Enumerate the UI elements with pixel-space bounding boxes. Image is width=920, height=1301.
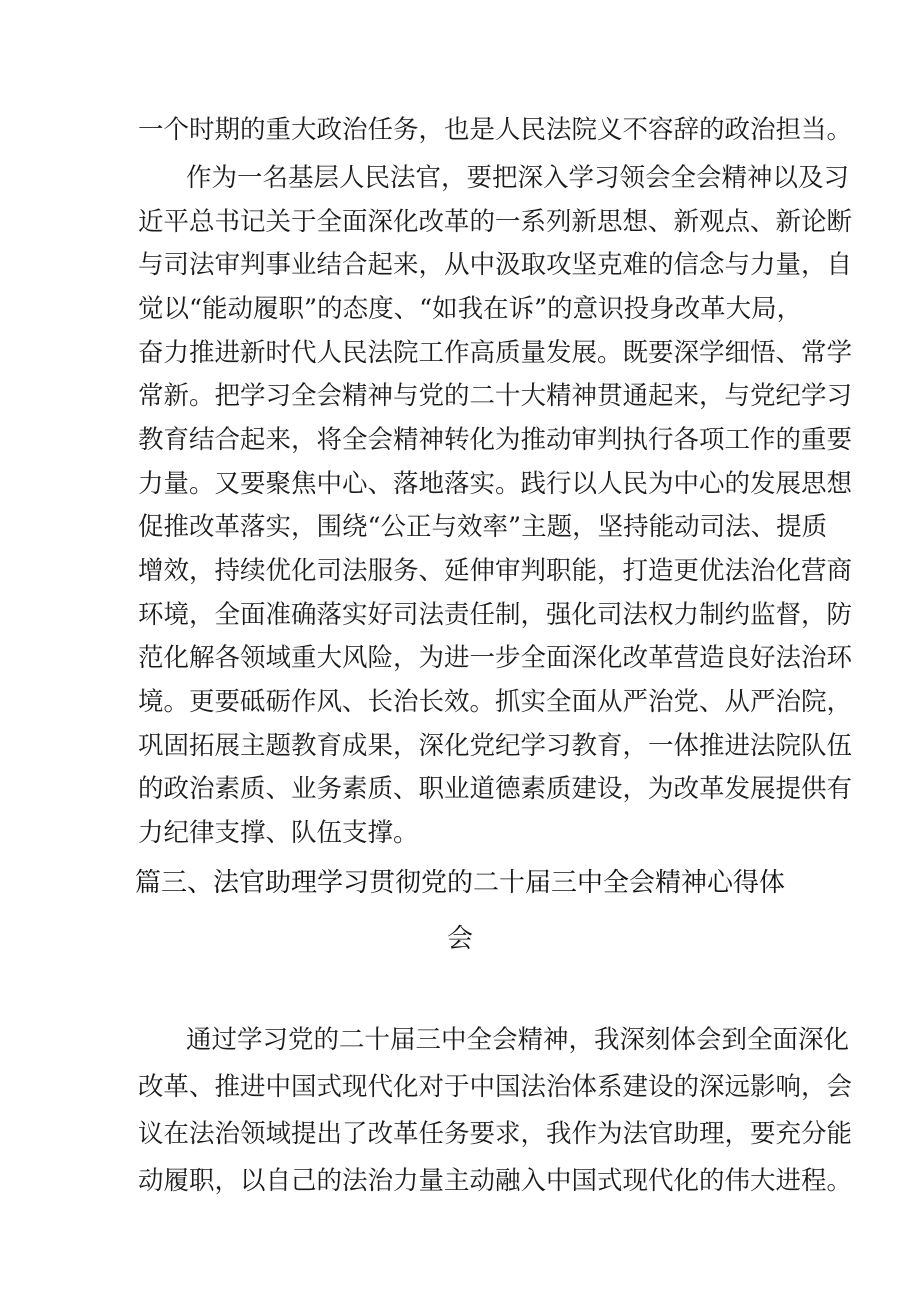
text-line: 增效，持续优化司法服务、延伸审判职能，打造更优法治化营商 (138, 556, 853, 586)
text-line: 一个时期的重大政治任务，也是人民法院义不容辞的政治担当。 (138, 115, 853, 145)
text-line: 作为一名基层人民法官，要把深入学习领会全会精神以及习 (186, 163, 850, 193)
text-line: 觉以“能动履职”的态度、“如我在诉”的意识投身改革大局， (138, 294, 803, 324)
text-line: 促推改革落实，围绕“公正与效率”主题，坚持能动司法、提质 (138, 512, 828, 542)
text-line: 巩固拓展主题教育成果，深化党纪学习教育，一体推进法院队伍 (138, 731, 853, 761)
text-line: 环境，全面准确落实好司法责任制，强化司法权力制约监督，防 (138, 600, 853, 630)
text-line: 教育结合起来，将全会精神转化为推动审判执行各项工作的重要 (138, 425, 853, 455)
text-line: 境。更要砥砺作风、长治长效。抓实全面从严治党、从严治院， (138, 687, 853, 717)
text-line: 奋力推进新时代人民法院工作高质量发展。既要深学细悟、常学 (138, 338, 853, 368)
text-line: 动履职，以自己的法治力量主动融入中国式现代化的伟大进程。 (138, 1166, 853, 1196)
text-line: 常新。把学习全会精神与党的二十大精神贯通起来，与党纪学习 (138, 381, 853, 411)
text-line: 的政治素质、业务素质、职业道德素质建设，为改革发展提供有 (138, 774, 853, 804)
heading-line: 会 (446, 924, 473, 954)
text-line: 近平总书记关于全面深化改革的一系列新思想、新观点、新论断 (138, 207, 853, 237)
text-line: 改革、推进中国式现代化对于中国法治体系建设的深远影响，会 (138, 1072, 853, 1102)
text-line: 范化解各领域重大风险，为进一步全面深化改革营造良好法治环 (138, 643, 853, 673)
text-line: 与司法审判事业结合起来，从中汲取攻坚克难的信念与力量，自 (138, 250, 853, 280)
heading-line: 篇三、法官助理学习贯彻党的二十届三中全会精神心得体 (134, 868, 785, 898)
text-line: 力纪律支撑、队伍支撑。 (138, 818, 419, 848)
text-line: 议在法治领域提出了改革任务要求，我作为法官助理，要充分能 (138, 1119, 853, 1149)
text-line: 通过学习党的二十届三中全会精神，我深刻体会到全面深化 (186, 1025, 850, 1055)
text-line: 力量。又要聚焦中心、落地落实。践行以人民为中心的发展思想 (138, 469, 853, 499)
